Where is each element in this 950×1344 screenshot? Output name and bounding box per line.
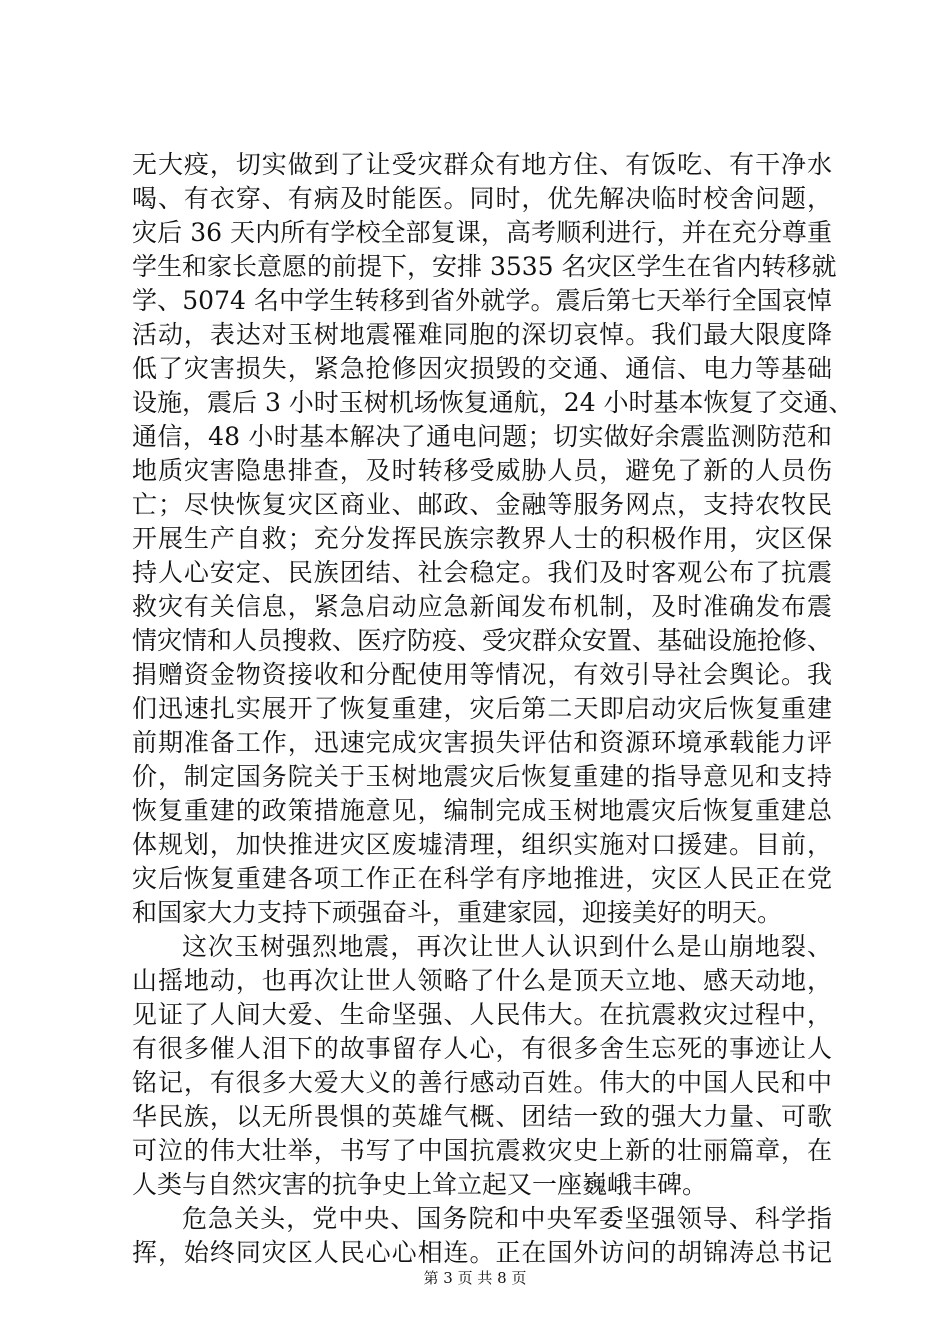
text-line: 体规划，加快推进灾区废墟清理，组织实施对口援建。目前， — [132, 830, 832, 859]
text-line: 山摇地动，也再次让世人领略了什么是顶天立地、感天动地， — [132, 966, 832, 995]
text-line: 危急关头，党中央、国务院和中央军委坚强领导、科学指 — [182, 1204, 832, 1233]
text-line: 开展生产自救；充分发挥民族宗教界人士的积极作用，灾区保 — [132, 524, 832, 553]
text-line: 持人心安定、民族团结、社会稳定。我们及时客观公布了抗震 — [132, 558, 832, 587]
text-line: 挥，始终同灾区人民心心相连。正在国外访问的胡锦涛总书记 — [132, 1238, 832, 1267]
text-line: 华民族，以无所畏惧的英雄气概、团结一致的强大力量、可歌 — [132, 1102, 832, 1131]
text-line: 地质灾害隐患排查，及时转移受威胁人员，避免了新的人员伤 — [132, 456, 832, 485]
page-footer: 第 3 页 共 8 页 — [423, 1269, 527, 1287]
text-line: 恢复重建的政策措施意见，编制完成玉树地震灾后恢复重建总 — [132, 796, 832, 825]
text-line: 设施，震后 3 小时玉树机场恢复通航，24 小时基本恢复了交通、 — [132, 388, 854, 417]
body-text — [132, 148, 854, 1270]
text-line: 喝、有衣穿、有病及时能医。同时，优先解决临时校舍问题， — [132, 184, 832, 213]
text-line: 学、5074 名中学生转移到省外就学。震后第七天举行全国哀悼 — [132, 286, 832, 315]
text-line: 无大疫，切实做到了让受灾群众有地方住、有饭吃、有干净水 — [132, 150, 832, 179]
text-line: 价，制定国务院关于玉树地震灾后恢复重建的指导意见和支持 — [132, 762, 832, 791]
text-line: 情灾情和人员搜救、医疗防疫、受灾群众安置、基础设施抢修、 — [132, 626, 833, 655]
text-line: 铭记，有很多大爱大义的善行感动百姓。伟大的中国人民和中 — [132, 1068, 832, 1097]
text-line: 可泣的伟大壮举，书写了中国抗震救灾史上新的壮丽篇章，在 — [132, 1136, 832, 1165]
text-line: 活动，表达对玉树地震罹难同胞的深切哀悼。我们最大限度降 — [132, 320, 832, 349]
text-line: 救灾有关信息，紧急启动应急新闻发布机制，及时准确发布震 — [132, 592, 832, 621]
text-line: 捐赠资金物资接收和分配使用等情况，有效引导社会舆论。我 — [132, 660, 832, 689]
text-line: 学生和家长意愿的前提下，安排 3535 名灾区学生在省内转移就 — [132, 252, 837, 281]
text-line: 这次玉树强烈地震，再次让世人认识到什么是山崩地裂、 — [182, 932, 832, 961]
text-line: 见证了人间大爱、生命坚强、人民伟大。在抗震救灾过程中， — [132, 1000, 832, 1029]
text-line: 们迅速扎实展开了恢复重建，灾后第二天即启动灾后恢复重建 — [132, 694, 832, 723]
text-line: 和国家大力支持下顽强奋斗，重建家园，迎接美好的明天。 — [132, 898, 783, 927]
text-line: 亡；尽快恢复灾区商业、邮政、金融等服务网点，支持农牧民 — [132, 490, 832, 519]
text-line: 有很多催人泪下的故事留存人心，有很多舍生忘死的事迹让人 — [132, 1034, 832, 1063]
text-line: 通信，48 小时基本解决了通电问题；切实做好余震监测防范和 — [132, 422, 832, 451]
text-line: 前期准备工作，迅速完成灾害损失评估和资源环境承载能力评 — [132, 728, 832, 757]
text-line: 灾后恢复重建各项工作正在科学有序地推进，灾区人民正在党 — [132, 864, 832, 893]
text-line: 人类与自然灾害的抗争史上耸立起又一座巍峨丰碑。 — [132, 1170, 708, 1199]
text-line: 低了灾害损失，紧急抢修因灾损毁的交通、通信、电力等基础 — [132, 354, 832, 383]
text-line: 灾后 36 天内所有学校全部复课，高考顺利进行，并在充分尊重 — [132, 218, 832, 247]
